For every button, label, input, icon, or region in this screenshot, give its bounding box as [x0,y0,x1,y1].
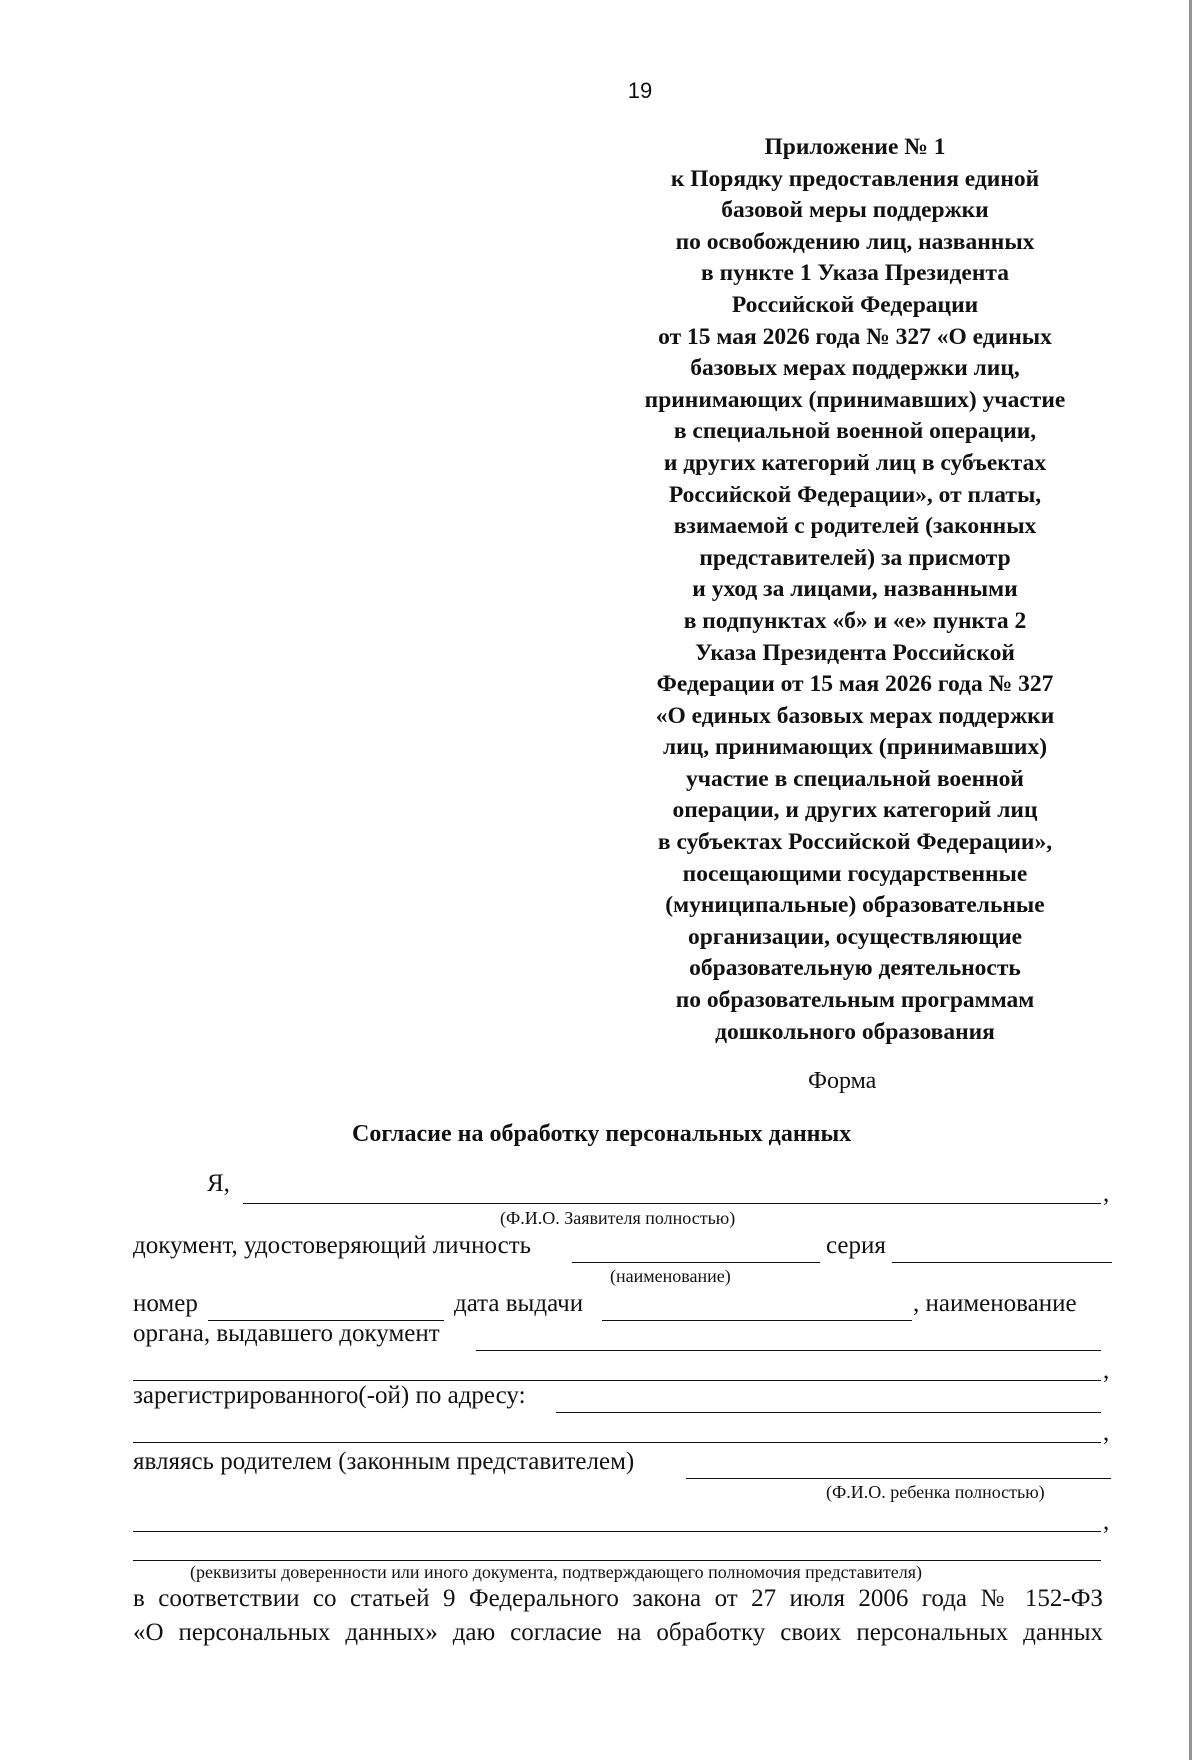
appendix-line: и других категорий лиц в субъектах [663,449,1047,476]
appendix-line: Указа Президента Российской [695,639,1015,666]
series-label: серия [826,1232,886,1259]
issuer-field[interactable] [476,1350,1101,1351]
appendix-line: Российской Федерации», от платы, [668,481,1042,508]
appendix-line: базовой меры поддержки [721,197,989,224]
appendix-line: (муниципальные) образовательные [665,892,1045,919]
appendix-line: по освобождению лиц, названных [675,228,1035,255]
issue-date-field[interactable] [602,1320,912,1321]
appendix-line: в пункте 1 Указа Президента [701,260,1009,287]
appendix-line: и уход за лицами, названными [692,576,1018,603]
parent-label: являясь родителем (законным представителем) [133,1448,635,1475]
appendix-line: Российской Федерации [731,291,979,318]
appendix-line: базовых мерах поддержки лиц, [690,355,1020,382]
appendix-line: по образовательным программам [675,987,1035,1014]
document-title: Согласие на обработку персональных данных [352,1121,852,1147]
body-line-2: «О персональных данных» даю согласие на обработку своих персональных данных [133,1619,1103,1646]
appendix-line: в специальной военной операции, [673,418,1037,445]
appendix-line: Приложение № 1 [764,134,946,160]
number-label: номер [133,1290,198,1317]
child-caption: (Ф.И.О. ребенка полностью) [826,1482,1045,1502]
doc-label: документ, удостоверяющий личность [133,1232,532,1259]
appendix-line: организации, осуществляющие [687,923,1023,950]
appendix-line: Федерации от 15 мая 2026 года № 327 [656,671,1054,698]
form-label: Форма [808,1068,877,1094]
appendix-line: участие в специальной военной [686,765,1024,792]
appendix-line: от 15 мая 2026 года № 327 «О единых [658,323,1052,350]
appendix-line: к Порядку предоставления единой [670,165,1040,192]
issue-date-label: дата выдачи [454,1290,584,1317]
appendix-line: представителей) за присмотр [699,544,1011,571]
address-field-continued[interactable] [133,1442,1101,1443]
appendix-line: принимающих (принимавших) участие [644,386,1066,413]
name-label: , наименование [913,1290,1077,1317]
name-caption: (наименование) [610,1266,731,1286]
proxy-field[interactable] [133,1560,1101,1561]
appendix-line: операции, и других категорий лиц [672,797,1038,824]
address-label: зарегистрированного(-ой) по адресу: [133,1382,526,1409]
appendix-header [580,132,1130,1048]
appendix-line: дошкольного образования [715,1018,995,1045]
appendix-line: посещающими государственные [682,860,1028,887]
comma: , [1103,1180,1110,1207]
issuer-label: органа, выдавшего документ [133,1320,440,1347]
appendix-line: «О единых базовых мерах поддержки [655,702,1055,729]
body-line-1: в соответствии со статьей 9 Федерального закона от 27 июля 2006 года № 152-ФЗ [133,1585,1103,1612]
appendix-line: в подпунктах «б» и «е» пункта 2 [683,607,1027,634]
child-name-field[interactable] [686,1478,1111,1479]
comma: , [1103,1508,1110,1535]
doc-name-field[interactable] [572,1262,820,1263]
appendix-line: образовательную деятельность [689,955,1021,982]
appendix-line: лиц, принимающих (принимавших) [662,734,1048,761]
ya-label: Я, [207,1170,230,1197]
appendix-line: взимаемой с родителей (законных [673,513,1037,540]
page-number: 19 [627,78,653,103]
scan-edge [1189,0,1192,1760]
series-field[interactable] [892,1262,1112,1263]
child-name-field-continued[interactable] [133,1531,1101,1532]
comma: , [1103,1357,1110,1384]
issuer-field-continued[interactable] [133,1380,1101,1381]
comma: , [1103,1419,1110,1446]
proxy-caption: (реквизиты доверенности или иного документа, подтверждающего полномочия представителя) [190,1562,922,1582]
appendix-line: в субъектах Российской Федерации», [657,829,1053,856]
address-field[interactable] [556,1412,1101,1413]
fio-caption: (Ф.И.О. Заявителя полностью) [500,1208,736,1228]
applicant-name-field[interactable] [243,1203,1101,1204]
